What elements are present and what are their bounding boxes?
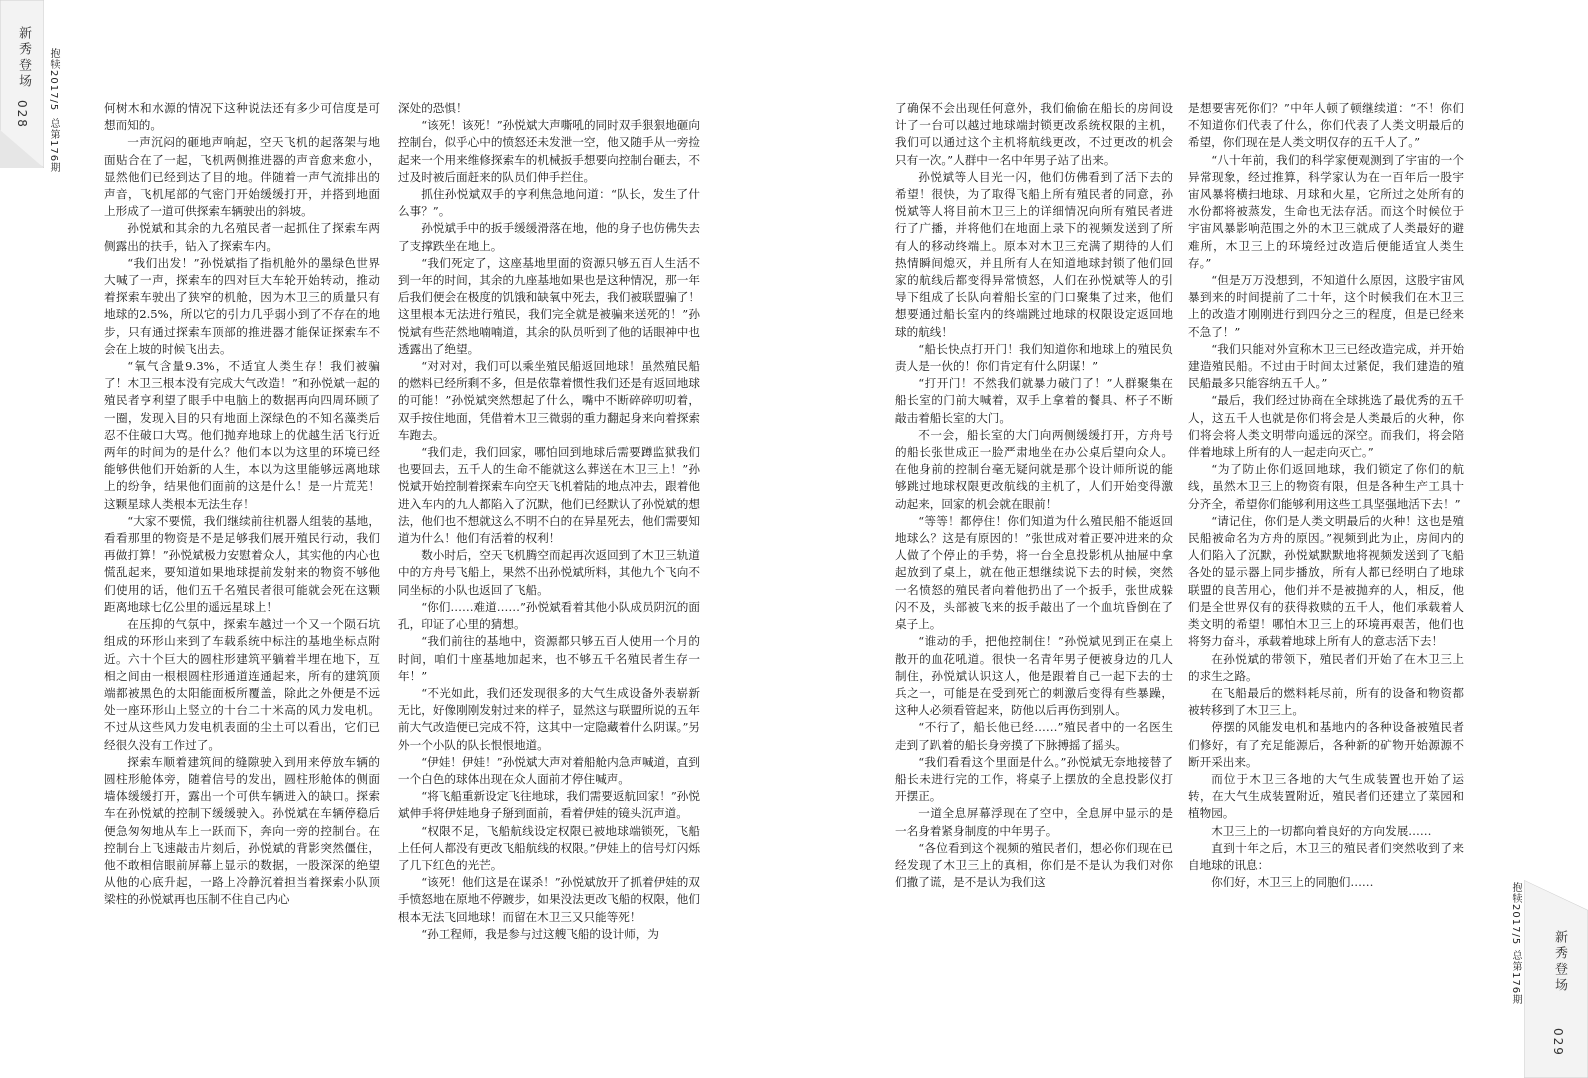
right-page [794, 0, 1588, 1078]
paragraph: “最后，我们经过协商在全球挑选了最优秀的五千人，这五千人也就是你们将会是人类最后的火种，你们将会将人类文明带向遥远的深空。而我们，将会陪伴着地球上所有的人一起走向灭亡。” [1188, 393, 1464, 460]
paragraph: “大家不要慌，我们继续前往机器人组装的基地，看看那里的物资是不是足够我们展开殖民行动，我们再做打算！”孙悦斌极力安慰着众人，其实他的内心也慌乱起来，要知道如果地球提前发射来的物资不够他们使用的话，他们五千名殖民者很可能就会死在这颗距离地球七亿公里的遥远星球上！ [104, 513, 380, 614]
paragraph: “孙工程师，我是参与过这艘飞船的设计师，为 [421, 926, 659, 941]
paragraph: 直到十年之后，木卫三的殖民者们突然收到了来自地球的讯息： [1188, 840, 1464, 872]
paragraph: 一声沉闷的砸地声响起，空天飞机的起落架与地面贴合在了一起，飞机两侧推进器的声音愈来愈小，显然他们已经到达了目的地。伴随着一声气流排出的声音，飞机尾部的气密门开始缓缓打开，并搭到地面上形成了一道可供探索车辆驶出的斜坡。 [104, 135, 380, 219]
paragraph: “权限不足，飞船航线设定权限已被地球端锁死，飞船上任何人都没有更改飞船航线的权限。”伊娃上的信号灯闪烁了几下红色的光芒。 [398, 823, 700, 872]
paragraph: “对对对，我们可以乘坐殖民船返回地球！虽然殖民船的燃料已经所剩不多，但是依靠着惯性我们还是有返回地球的可能！”孙悦斌突然想起了什么，嘴中不断碎碎叨叨着，双手按住地面，凭借着木卫三微弱的重力翻起身来向着探索车跑去。 [398, 359, 700, 442]
paragraph: “将飞船重新设定飞往地球，我们需要返航回家！”孙悦斌伸手将伊娃地身子掰到面前，看着伊娃的镜头沉声道。 [398, 789, 700, 821]
paragraph: “请记住，你们是人类文明最后的火种！这也是殖民船被命名为方舟的原因。”视频到此为止，房间内的人们陷入了沉默，孙悦斌默默地将视频发送到了飞船各处的显示器上同步播放，所有人都已经明白了地球联盟的良苦用心，他们并不是被抛弃的人，相反，他们是全世界仅有的获得救赎的五千人，他们承载着人类文明的希望！哪怕木卫三上的环境再艰苦，他们也将努力奋斗，承载着地球上所有人的意志活下去！ [1188, 513, 1464, 649]
paragraph: 不一会，船长室的大门向两侧缓缓打开，方舟号的船长张世成正一脸严肃地坐在办公桌后望向众人。在他身前的控制台毫无疑问就是那个设计师所说的能够跳过地球权限更改航线的主机了，人们开始变得激动起来，回家的机会就在眼前！ [895, 427, 1173, 511]
paragraph: 一道全息屏幕浮现在了空中，全息屏中显示的是一名身着紧身制度的中年男子。 [895, 806, 1173, 838]
paragraph: “不光如此，我们还发现很多的大气生成设备外表崭新无比，好像刚刚发射过来的样子，显然这与联盟所说的五年前大气改造便已完成不符，这其中一定隐藏着什么阴谋。”另外一个小队的队长恨恨地道。 [398, 685, 700, 752]
paragraph: 在孙悦斌的带领下，殖民者们开始了在木卫三上的求生之路。 [1188, 651, 1464, 683]
paragraph: 孙悦斌手中的扳手缓缓滑落在地，他的身子也仿佛失去了支撑跌坐在地上。 [398, 221, 700, 253]
paragraph: 何树木和水源的情况下这种说法还有多少可信度是可想而知的。 [104, 101, 380, 133]
paragraph: 木卫三上的一切都向着良好的方向发展…… [1211, 823, 1432, 838]
issue-label: 抱犊2017/5 [48, 48, 59, 112]
paragraph: “各位看到这个视频的殖民者们，想必你们现在已经发现了木卫三上的真相，你们是不是认为我们对你们撒了谎，是不是认为我们这 [895, 840, 1173, 890]
paragraph: 在飞船最后的燃料耗尽前，所有的设备和物资都被转移到了木卫三上。 [1188, 685, 1464, 718]
paragraph: “不行了，船长他已经……”殖民者中的一名医生走到了趴着的船长身旁摸了下脉搏摇了摇头。 [895, 720, 1173, 752]
paragraph: “为了防止你们返回地球，我们锁定了你们的航线，虽然木卫三上的物资有限，但是各种生产工具十分齐全，希望你们能够利用这些工具坚强地活下去！” [1188, 462, 1464, 511]
paragraph: “我们只能对外宣称木卫三已经改造完成，并开始建造殖民船。不过由于时间太过紧促，我们建造的殖民船最多只能容纳五千人。” [1188, 341, 1464, 391]
paragraph: “该死！该死！”孙悦斌大声嘶吼的同时双手狠狠地砸向控制台，似乎心中的愤怒还未发泄一空，他又随手从一旁捡起来一个用来维修探索车的机械扳手想要向控制台砸去，不过及时被后面赶来的队员们伸手拦住。 [398, 118, 700, 184]
total-issue-label: 总第176期 [1510, 950, 1521, 1006]
paragraph: “八十年前，我们的科学家便观测到了宇宙的一个异常现象，经过推算，科学家认为在一百年后一股宇宙风暴将横扫地球、月球和火星，它所过之处所有的水份都将被蒸发，生命也无法存活。而这个时候位于宇宙风暴影响范围之外的木卫三就成了人类最好的避难所，木卫三上的环境经过改造后便能适宜人类生存。” [1188, 152, 1464, 270]
right-section-tab [1524, 880, 1588, 1078]
paragraph: “谁动的手，把他控制住！”孙悦斌见到正在桌上散开的血花吼道。很快一名青年男子便被身边的几人制住，孙悦斌认识这人，他是跟着自己一起下去的士兵之一，可能是在受到死亡的刺激后变得有些暴躁，这种人必须看管起来，防他以后再伤到别人。 [895, 634, 1173, 718]
text-column-2 [398, 100, 700, 943]
paragraph: “我们出发！”孙悦斌指了指机舱外的墨绿色世界大喊了一声，探索车的四对巨大车轮开始转动，推动着探索车驶出了狭窄的机舱，因为木卫三的质量只有地球的2.5%，所以它的引力几乎弱小到了不存在的地步，只有通过探索车顶部的推进器才能保证探索车不会在上坡的时候飞出去。 [104, 255, 380, 356]
paragraph: “伊娃！伊娃！”孙悦斌大声对着船舱内急声喊道，直到一个白色的球体出现在众人面前才停住喊声。 [398, 754, 700, 786]
paragraph: “船长快点打开门！我们知道你和地球上的殖民负责人是一伙的！你们肯定有什么阴谋！” [895, 341, 1173, 374]
paragraph: 而位于木卫三各地的大气生成装置也开始了运转，在大气生成装置附近，殖民者们还建立了菜园和植物园。 [1188, 771, 1464, 821]
text-column-1 [104, 100, 380, 909]
text-column-4 [1188, 100, 1464, 891]
issue-label: 抱犊2017/5 [1510, 882, 1521, 946]
paragraph: “打开门！不然我们就暴力破门了！”人群聚集在船长室的门前大喊着，双手上拿着的餐具、杯子不断敲击着船长室的大门。 [895, 376, 1173, 425]
paragraph: 探索车顺着建筑间的缝隙驶入到用来停放车辆的圆柱形舱体旁，随着信号的发出，圆柱形舱体的侧面墙体缓缓打开，露出一个可供车辆进入的缺口。探索车在孙悦斌的控制下缓缓驶入。孙悦斌在车辆停稳后便急匆匆地从车上一跃而下，奔向一旁的控制台。在控制台上飞速敲击片刻后，孙悦斌的背影突然僵住，他不敢相信眼前屏幕上显示的数据，一股深深的绝望从他的心底升起，一路上冷静沉着担当着探索小队顶梁柱的孙悦斌再也压制不住自己内心 [104, 754, 380, 907]
paragraph: “等等！都停住！你们知道为什么殖民船不能返回地球么？这是有原因的！”张世成对着正要冲进来的众人做了个停止的手势，将一台全息投影机从抽屉中拿起放到了桌上，就在他正想继续说下去的时候，突然一名愤怒的殖民者向着他扔出了一个扳手，张世成躲闪不及，头部被飞来的扳手敲出了一个血坑昏倒在了桌子上。 [895, 513, 1173, 632]
paragraph: 你们好，木卫三上的同胞们…… [1211, 875, 1374, 890]
section-label: 新秀登场 [16, 26, 31, 90]
paragraph: “但是万万没想到，不知道什么原因，这股宇宙风暴到来的时间提前了二十年，这个时候我们在木卫三上的改造才刚刚进行到四分之三的程度，但是已经来不急了！” [1188, 273, 1464, 339]
page-number: 028 [15, 100, 29, 129]
paragraph: 了确保不会出现任何意外，我们偷偷在船长的房间设计了一台可以越过地球端封锁更改系统权限的主机，我们可以通过这个主机将航线更改，不过更改的机会只有一次。”人群中一名中年男子站了出来。 [895, 101, 1173, 167]
paragraph: 在压抑的气氛中，探索车越过一个又一个陨石坑组成的环形山来到了车载系统中标注的基地坐标点附近。六十个巨大的圆柱形建筑平躺着半埋在地下，互相之间由一根根圆柱形通道连通起来，所有的建筑顶端都被黑色的太阳能面板所覆盖，除此之外便是不远处一座环形山上竖立的十台二十米高的风力发电机。不过从这些风力发电机表面的尘土可以看出，它们已经很久没有工作过了。 [104, 617, 380, 752]
paragraph: 深处的恐惧！ [398, 101, 468, 115]
paragraph: 抓住孙悦斌双手的亨利焦急地问道：“队长，发生了什么事？”。 [398, 187, 700, 219]
left-section-tab [0, 0, 44, 168]
text-column-3 [895, 100, 1173, 891]
paragraph: 是想要害死你们？”中年人顿了顿继续道：“不！你们不知道你们代表了什么，你们代表了人类文明最后的希望，你们现在是人类文明仅存的五千人了。” [1188, 101, 1464, 150]
paragraph: “氧气含量9.3%，不适宜人类生存！我们被骗了！木卫三根本没有完成大气改造！”和孙悦斌一起的殖民者亨利望了眼手中电脑上的数据再向四周环顾了一圈，发现入目的只有地面上深绿色的不知名藻类后忍不住破口大骂。他们抛弃地球上的优越生活飞行近两年的时间为的是什么？他们本以为这里的环境已经能够供他们开始新的人生，本以为这里能够远离地球上的纷争，结果他们面前的这是什么！是一片荒芜！这颗星球人类根本无法生存！ [104, 359, 380, 511]
paragraph: “我们走，我们回家，哪怕回到地球后需要蹲监狱我们也要回去，五千人的生命不能就这么葬送在木卫三上！”孙悦斌开始控制着探索车向空天飞机着陆的地点冲去，跟着他进入车内的九人都陷入了沉默，他们已经默认了孙悦斌的想法，他们也不想就这么不明不白的在异星死去，他们需要知道为什么！他们有活着的权利！ [398, 445, 700, 546]
paragraph: 孙悦斌和其余的九名殖民者一起抓住了探索车两侧露出的扶手，钻入了探索车内。 [104, 221, 380, 253]
paragraph: 孙悦斌等人目光一闪，他们仿佛看到了活下去的希望！很快，为了取得飞船上所有殖民者的同意，孙悦斌等人将目前木卫三上的详细情况向所有殖民者进行了广播，并将他们在地面上录下的视频发送到了所有人的移动终端上。原本对木卫三充满了期待的人们热情瞬间熄灭，并且所有人在知道地球封锁了他们回家的航线后都变得异常愤怒，人们在孙悦斌等人的引导下组成了长队向着船长室的门口聚集了过来，他们想要通过船长室内的终端跳过地球的权限设定返回地球的航线！ [895, 169, 1173, 339]
paragraph: “我们死定了，这座基地里面的资源只够五百人生活不到一年的时间，其余的九座基地如果也是这种情况，那一年后我们便会在极度的饥饿和缺氧中死去，我们被联盟骗了！这里根本无法进行殖民，我们完全就是被骗来送死的！”孙悦斌有些茫然地喃喃道，其余的队员听到了他的话眼神中也透露出了绝望。 [398, 255, 700, 356]
section-label: 新秀登场 [1552, 930, 1567, 994]
paragraph: “我们看看这个里面是什么。”孙悦斌无奈地接替了船长未进行完的工作，将桌子上摆放的全息投影仪打开摆正。 [895, 754, 1173, 804]
paragraph: “你们……难道……”孙悦斌看着其他小队成员阴沉的面孔，印证了心里的猜想。 [398, 599, 700, 632]
paragraph: 数小时后，空天飞机腾空而起再次返回到了木卫三轨道中的方舟号飞船上，果然不出孙悦斌所料，其他九个飞向不同坐标的小队也返回了飞船。 [398, 548, 700, 597]
paragraph: “该死！他们这是在谋杀！”孙悦斌放开了抓着伊娃的双手愤怒地在原地不停踱步，如果没法更改飞船的权限，他们根本无法飞回地球！而留在木卫三又只能等死！ [398, 875, 700, 924]
total-issue-label: 总第176期 [48, 118, 59, 174]
page-number: 029 [1551, 1028, 1565, 1057]
paragraph: “我们前往的基地中，资源都只够五百人使用一个月的时间，咱们十座基地加起来，也不够五千名殖民者生存一年！” [398, 634, 700, 683]
paragraph: 停摆的风能发电机和基地内的各种设备被殖民者们修好，有了充足能源后，各种新的矿物开始源源不断开采出来。 [1188, 720, 1464, 769]
